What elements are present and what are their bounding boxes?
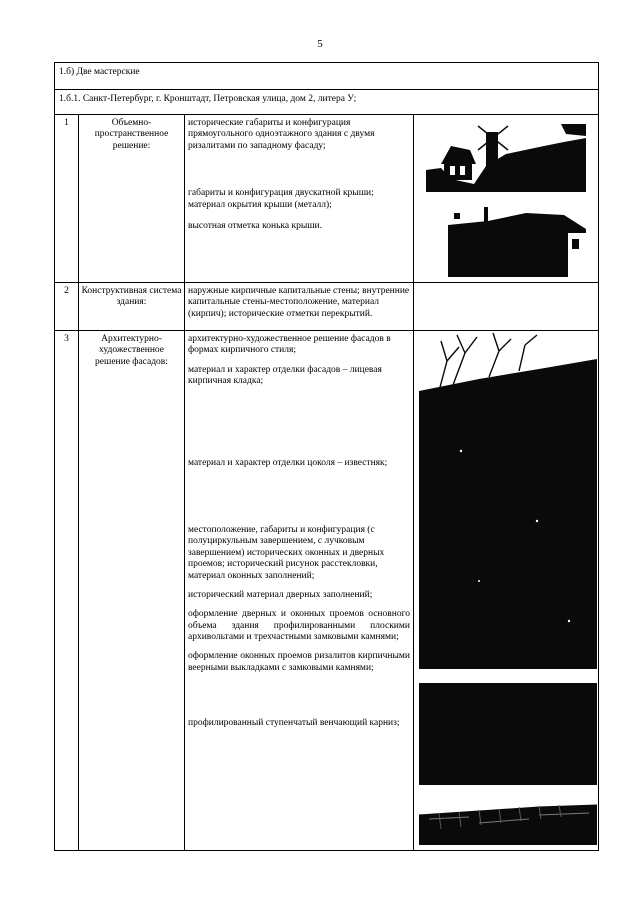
heritage-table: [54, 62, 599, 851]
list-item: архитектурно-художественное решение фасадов в формах кирпичного стиля;: [188, 334, 391, 356]
list-item: местоположение, габариты и конфигурация (с полуциркульным завершением, с лучковым завершением) исторических оконных и дверных проемов; исторический рисунок расстекловки, материал оконных заполнений;: [188, 524, 385, 581]
address-row: [55, 90, 599, 115]
section-title-row: [55, 63, 599, 90]
table-row: [55, 115, 599, 283]
row-number: 2: [55, 283, 79, 331]
list-item: оформление дверных и оконных проемов основного объема здания профилированными плоскими архивольтами и трехчастными замковыми камнями;: [188, 609, 410, 643]
photo-cell: [414, 331, 599, 851]
page-number: 5: [317, 38, 323, 50]
row-name: Архитектурно-художественное решение фасадов:: [79, 331, 185, 851]
facade-brick-photo: [419, 331, 597, 669]
list-item: материал и характер отделки цоколя – известняк;: [188, 457, 388, 468]
photo-cell: [414, 283, 599, 331]
list-item: наружные кирпичные капитальные стены; внутренние капитальные стены-местоположение, материал (кирпич); исторические отметки перекрытий.: [188, 286, 410, 319]
row-number: 1: [55, 115, 79, 283]
table-row: [55, 331, 599, 851]
list-item: профилированный ступенчатый венчающий карниз;: [188, 718, 400, 729]
window-photo: [419, 683, 597, 785]
photo-cell: [414, 115, 599, 283]
row-name: Объемно-пространственное решение:: [79, 115, 185, 283]
row-description: [185, 283, 414, 331]
row-name: Конструктивная система здания:: [79, 283, 185, 331]
list-item: исторический материал дверных заполнений;: [188, 589, 373, 600]
roof-photo: [448, 207, 586, 277]
address: 1.б.1. Санкт-Петербург, г. Кронштадт, Петровская улица, дом 2, литера У;: [55, 90, 599, 115]
row-number: 3: [55, 331, 79, 851]
row-description: [185, 115, 414, 283]
list-item: материал и характер отделки фасадов – лицевая кирпичная кладка;: [188, 364, 382, 387]
building-photo: [426, 124, 586, 192]
cornice-photo: [419, 789, 597, 845]
section-title: 1.б) Две мастерские: [55, 63, 599, 90]
list-item: исторические габариты и конфигурация прямоугольного одноэтажного здания с двумя ризалитами по западному фасаду;: [188, 118, 375, 151]
list-item: высотная отметка конька крыши.: [188, 220, 323, 231]
list-item: оформление оконных проемов ризалитов кирпичными веерными выкладками с замковыми камнями;: [188, 651, 410, 673]
row-description: [185, 331, 414, 851]
table-row: [55, 283, 599, 331]
list-item: габариты и конфигурация двускатной крыши; материал окрытия крыши (металл);: [188, 188, 374, 210]
